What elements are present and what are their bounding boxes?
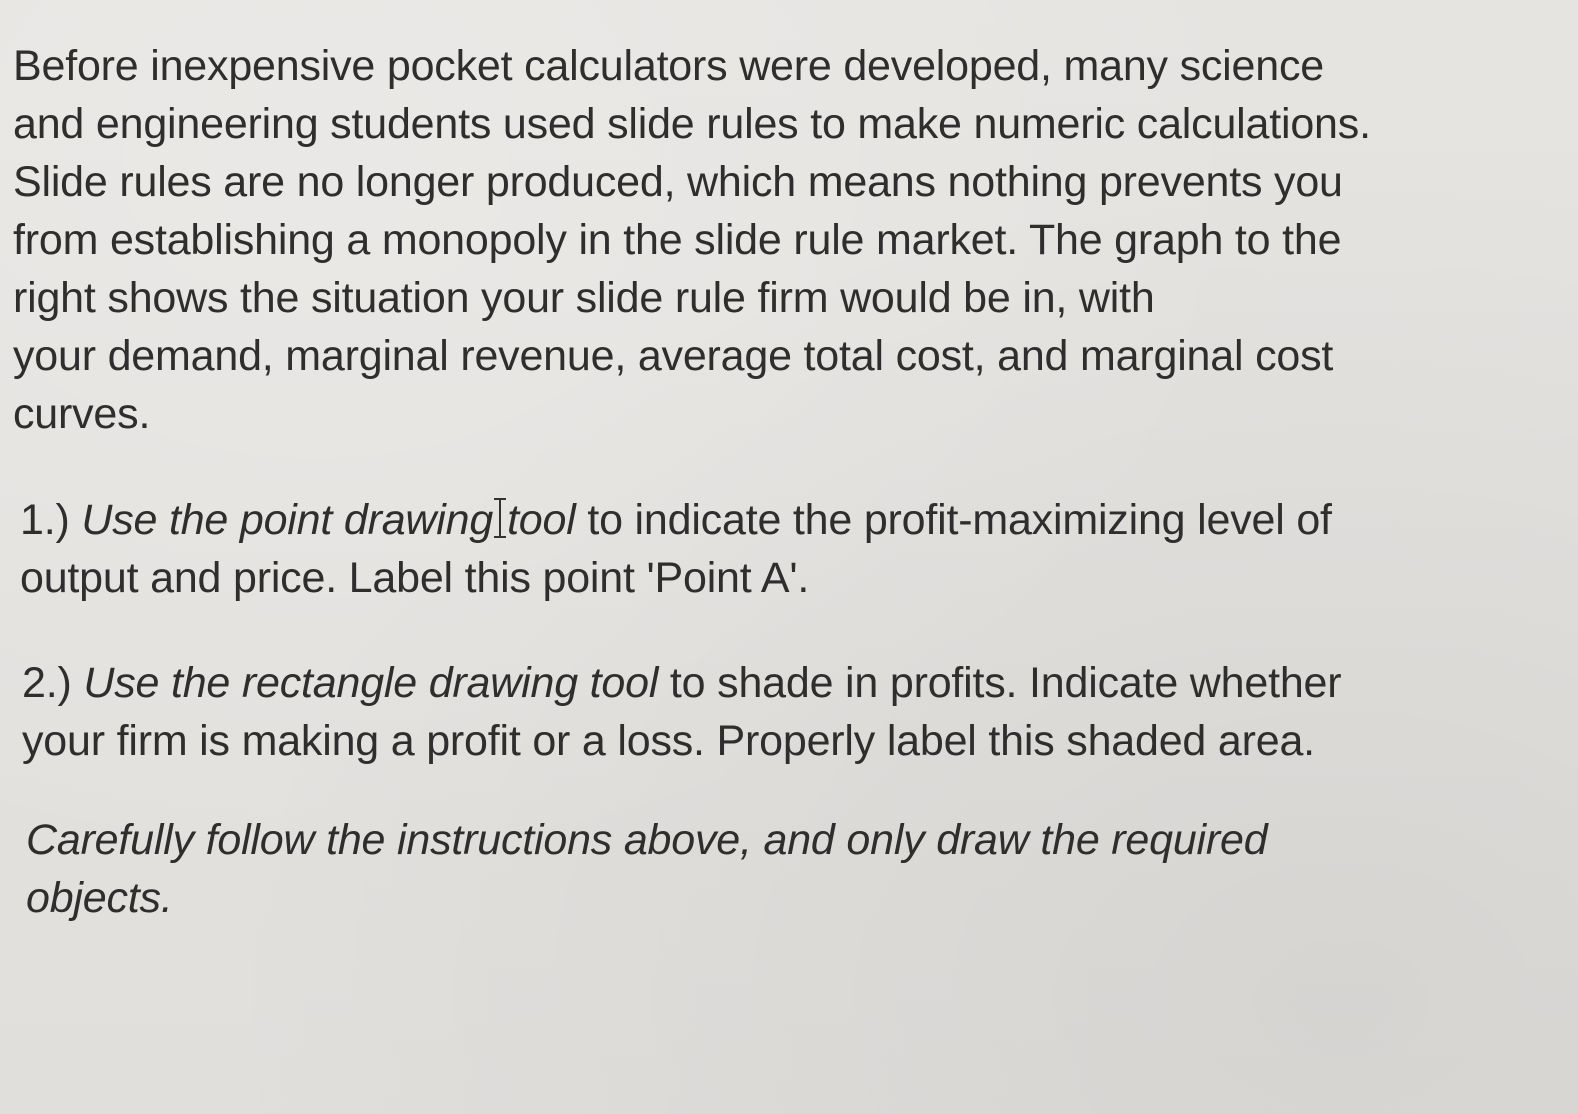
intro-line: from establishing a monopoly in the slide rule market. The graph to the xyxy=(13,216,1342,264)
intro-paragraph xyxy=(13,37,1371,443)
question-1-line-1 xyxy=(20,491,1332,549)
intro-line: Before inexpensive pocket calculators were developed, many science xyxy=(13,42,1324,90)
question-1 xyxy=(20,491,1332,607)
question-2-number: 2.) xyxy=(22,659,72,707)
instruction-note xyxy=(26,811,1267,927)
intro-line: curves. xyxy=(13,390,151,438)
question-1-number: 1.) xyxy=(20,496,70,544)
intro-line: and engineering students used slide rules to make numeric calculations. xyxy=(13,100,1371,148)
note-line-1: Carefully follow the instructions above, and only draw the required xyxy=(26,816,1268,864)
question-2-emphasis: Use the rectangle drawing tool xyxy=(83,659,659,707)
intro-line: Slide rules are no longer produced, which means nothing prevents you xyxy=(13,158,1343,206)
question-2-rest: to shade in profits. Indicate whether xyxy=(658,659,1342,707)
question-1-rest: to indicate the profit-maximizing level of xyxy=(575,496,1332,544)
intro-line: right shows the situation your slide rule firm would be in, with xyxy=(13,274,1155,322)
note-line-2: objects. xyxy=(26,874,173,922)
text-cursor-icon xyxy=(493,498,507,538)
question-2-line-2: your firm is making a profit or a loss. Properly label this shaded area. xyxy=(22,717,1315,765)
intro-line: your demand, marginal revenue, average total cost, and marginal cost xyxy=(13,332,1334,380)
question-2-line-1 xyxy=(22,654,1341,712)
question-1-emphasis: Use the point drawing xyxy=(81,496,494,544)
question-1-emphasis-tool: tool xyxy=(507,496,576,544)
question-2 xyxy=(22,654,1341,770)
question-1-line-2: output and price. Label this point 'Point A'. xyxy=(20,554,810,602)
